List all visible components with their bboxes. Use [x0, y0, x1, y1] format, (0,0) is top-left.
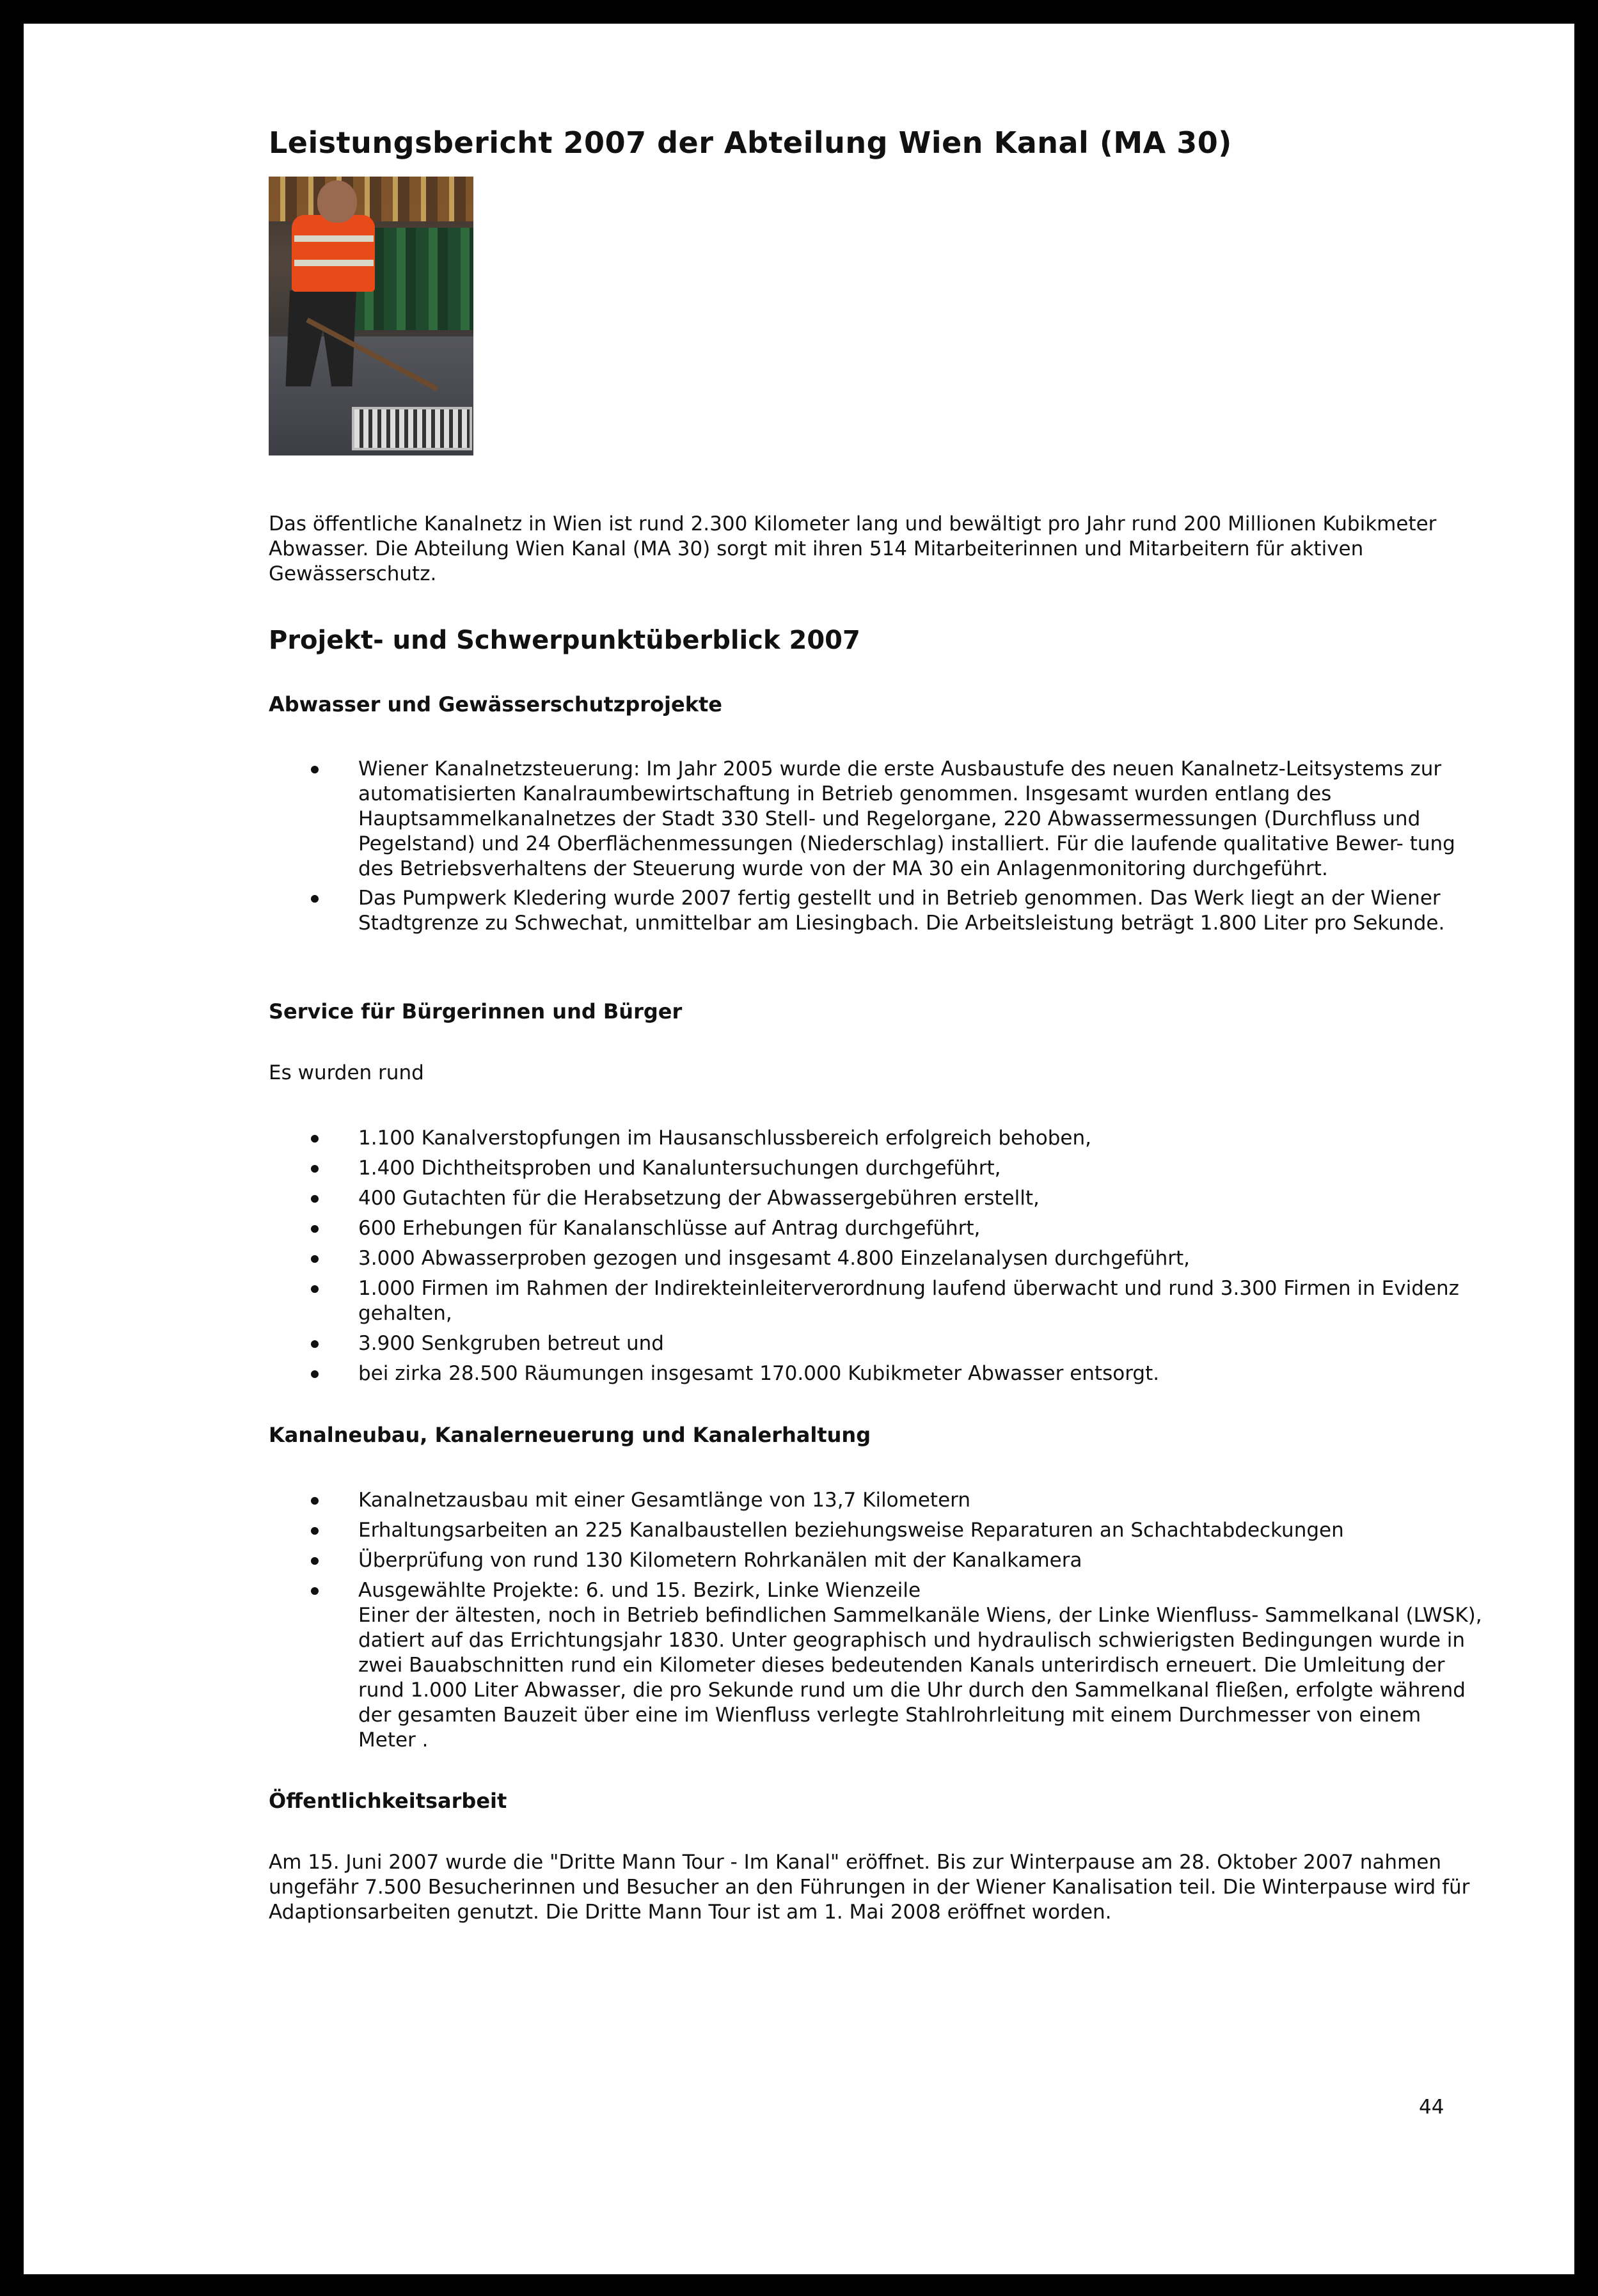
project-title: Ausgewählte Projekte: 6. und 15. Bezirk, Linke Wienzeile: [358, 1579, 921, 1602]
page-number: 44: [1419, 2096, 1444, 2119]
bullet-icon: [311, 1225, 319, 1233]
intro-text: Das öffentliche Kanalnetz in Wien ist rund 2.300 Kilometer lang und bewältigt pro Jahr rund 200 Millionen Kubikmeter Abwasser. Die Abteilung Wien Kanal (MA 30) sorgt mit ihren 514 Mitarbeiterinnen und Mitarbeitern für aktiven Gewässerschutz.: [269, 512, 1437, 585]
bullet-icon: [311, 1587, 319, 1595]
intro-paragraph: [269, 512, 1484, 587]
list-item: 400 Gutachten für die Herabsetzung der Abwassergebühren erstellt,: [269, 1186, 1484, 1211]
list-item: Das Pumpwerk Kledering wurde 2007 fertig gestellt und in Betrieb genommen. Das Werk liegt an der Wiener Stadtgrenze zu Schwechat, unmittelbar am Liesingbach. Die Arbeitsleistung beträgt 1.800 Liter pro Sekunde.: [269, 886, 1484, 936]
kanalbau-heading: Kanalneubau, Kanalerneuerung und Kanalerhaltung: [269, 1423, 871, 1447]
bullet-icon: [311, 895, 319, 903]
list-item: Wiener Kanalnetzsteuerung: Im Jahr 2005 wurde die erste Ausbaustufe des neuen Kanalnetz-Leitsystems zur automatisierten Kanalraumbewirtschaftung in Betrieb genommen. Insgesamt wurden entlang des Hauptsammelkanalnetzes der Stadt 330 Stell- und Regelorgane, 220 Abwassermessungen (Durchfluss und Pegelstand) und 24 Oberflächenmessungen (Niederschlag) installiert. Für die laufende qualitative Bewer- tung des Betriebsverhaltens der Steuerung wurde von der MA 30 ein Anlagenmonitoring durchgeführt.: [269, 757, 1484, 882]
list-item: 1.100 Kanalverstopfungen im Hausanschlussbereich erfolgreich behoben,: [269, 1126, 1484, 1151]
list-item: Kanalnetzausbau mit einer Gesamtlänge von 13,7 Kilometern: [269, 1488, 1484, 1513]
oeffentlichkeit-text: Am 15. Juni 2007 wurde die "Dritte Mann Tour - Im Kanal" eröffnet. Bis zur Winterpause am 28. Oktober 2007 nahmen ungefähr 7.500 Besucherinnen und Besucher an den Führungen in der Wiener Kanalisation teil. Die Winterpause wird für Adaptionsarbeiten genutzt. Die Dritte Mann Tour ist am 1. Mai 2008 eröffnet worden.: [269, 1851, 1470, 1924]
bullet-icon: [311, 1557, 319, 1565]
bullet-icon: [311, 1527, 319, 1535]
bullet-icon: [311, 1165, 319, 1173]
list-item: 1.400 Dichtheitsproben und Kanaluntersuchungen durchgeführt,: [269, 1156, 1484, 1181]
list-item: 600 Erhebungen für Kanalanschlüsse auf Antrag durchgeführt,: [269, 1216, 1484, 1241]
bullet-icon: [311, 1370, 319, 1378]
project-text: Einer der ältesten, noch in Betrieb befindlichen Sammelkanäle Wiens, der Linke Wienfluss- Sammelkanal (LWSK), datiert auf das Errichtungsjahr 1830. Unter geographisch und hydraulisch schwierigsten Bedingungen wurde in zwei Bauabschnitten rund ein Kilometer dieses bedeutenden Kanals unterirdisch erneuert. Die Umleitung der rund 1.000 Liter Abwasser, die pro Sekunde rund um die Uhr durch den Sammelkanal fließen, erfolgte während der gesamten Bauzeit über eine im Wienfluss verlegte Stahlrohrleitung mit einem Durchmesser von einem Meter .: [358, 1604, 1482, 1752]
bullet-icon: [311, 1497, 319, 1505]
service-heading: Service für Bürgerinnen und Bürger: [269, 999, 683, 1024]
kanalbau-list: [269, 1488, 1484, 1758]
abwasser-heading: Abwasser und Gewässerschutzprojekte: [269, 692, 722, 717]
list-item: 3.900 Senkgruben betreut und: [269, 1331, 1484, 1356]
list-item: 3.000 Abwasserproben gezogen und insgesamt 4.800 Einzelanalysen durchgeführt,: [269, 1246, 1484, 1271]
oeffentlichkeit-heading: Öffentlichkeitsarbeit: [269, 1789, 507, 1813]
abwasser-list: [269, 757, 1484, 940]
section-heading: Projekt- und Schwerpunktüberblick 2007: [269, 626, 860, 655]
bullet-icon: [311, 1135, 319, 1143]
bullet-icon: [311, 1340, 319, 1348]
service-lead: Es wurden rund: [269, 1061, 424, 1084]
list-item: Erhaltungsarbeiten an 225 Kanalbaustellen beziehungsweise Reparaturen an Schachtabdeckungen: [269, 1518, 1484, 1543]
list-item: Überprüfung von rund 130 Kilometern Rohrkanälen mit der Kanalkamera: [269, 1548, 1484, 1573]
bullet-icon: [311, 1255, 319, 1263]
oeffentlichkeit-paragraph: [269, 1850, 1484, 1925]
list-item: bei zirka 28.500 Räumungen insgesamt 170.000 Kubikmeter Abwasser entsorgt.: [269, 1361, 1484, 1386]
worker-photo: [269, 177, 473, 455]
list-item: [269, 1578, 1484, 1753]
bullet-icon: [311, 766, 319, 773]
bullet-icon: [311, 1195, 319, 1203]
service-list: [269, 1126, 1484, 1391]
list-item: 1.000 Firmen im Rahmen der Indirekteinleiterverordnung laufend überwacht und rund 3.300 Firmen in Evidenz gehalten,: [269, 1276, 1484, 1326]
bullet-icon: [311, 1285, 319, 1293]
page-title: Leistungsbericht 2007 der Abteilung Wien Kanal (MA 30): [269, 125, 1232, 160]
